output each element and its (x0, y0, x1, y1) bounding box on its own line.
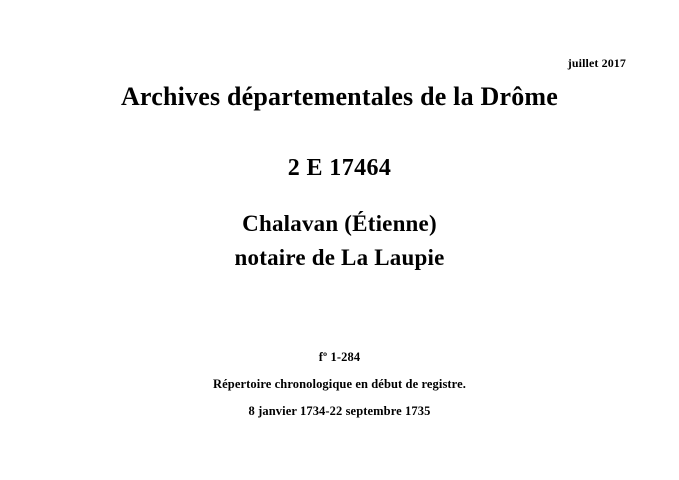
publication-date: juillet 2017 (567, 56, 626, 70)
date-range: 8 janvier 1734-22 septembre 1735 (248, 404, 431, 418)
folio-range: fº 1-284 (318, 350, 361, 364)
notary-block (0, 207, 679, 275)
archive-reference: 2 E 17464 (287, 155, 392, 181)
description-text: Répertoire chronologique en début de registre. (213, 377, 466, 391)
institution-title: Archives départementales de la Drôme (120, 82, 559, 111)
document-details (0, 344, 679, 425)
notary-role: notaire de La Laupie (234, 245, 445, 270)
notary-name: Chalavan (Étienne) (242, 211, 437, 236)
